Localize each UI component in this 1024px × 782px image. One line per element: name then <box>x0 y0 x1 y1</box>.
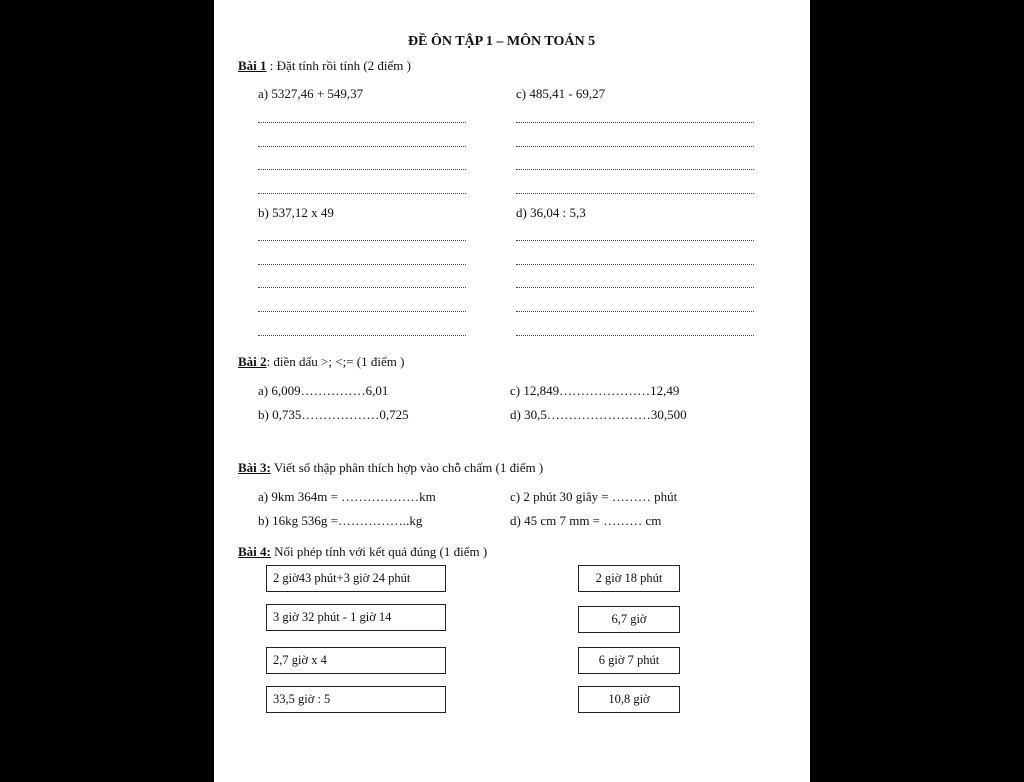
answer-line[interactable] <box>516 335 754 336</box>
expression-box[interactable]: 2 giờ43 phút+3 giờ 24 phút <box>266 565 446 592</box>
result-box[interactable]: 2 giờ 18 phút <box>578 565 680 592</box>
worksheet-page <box>214 0 810 782</box>
answer-line[interactable] <box>258 335 466 336</box>
bai3-label: Bài 3: <box>238 460 271 475</box>
bai4-label: Bài 4: <box>238 544 271 559</box>
answer-line[interactable] <box>258 122 466 123</box>
bai1-heading <box>238 58 411 74</box>
answer-line[interactable] <box>516 122 754 123</box>
bai2-text: : điền dấu >; <;= (1 điểm ) <box>266 354 405 369</box>
result-box[interactable]: 6 giờ 7 phút <box>578 647 680 674</box>
answer-line[interactable] <box>258 193 466 194</box>
bai2-item-b: b) 0,735………………0,725 <box>258 407 409 422</box>
answer-line[interactable] <box>516 287 754 288</box>
bai1-item-d: d) 36,04 : 5,3 <box>516 205 586 220</box>
answer-line[interactable] <box>258 311 466 312</box>
bai3-item-a: a) 9km 364m = ………………km <box>258 489 436 504</box>
expression-box[interactable]: 2,7 giờ x 4 <box>266 647 446 674</box>
answer-line[interactable] <box>516 146 754 147</box>
bai4-text: Nối phép tính với kết quả đúng (1 điểm ) <box>270 544 488 559</box>
bai2-item-c: c) 12,849…………………12,49 <box>510 383 680 398</box>
answer-line[interactable] <box>258 146 466 147</box>
answer-line[interactable] <box>258 169 466 170</box>
answer-line[interactable] <box>258 287 466 288</box>
bai3-item-b: b) 16kg 536g =……………..kg <box>258 513 423 528</box>
answer-line[interactable] <box>516 193 754 194</box>
bai2-item-a: a) 6,009……………6,01 <box>258 383 389 398</box>
bai3-heading <box>238 460 543 476</box>
bai2-label: Bài 2 <box>238 354 267 369</box>
answer-line[interactable] <box>516 264 754 265</box>
result-box[interactable]: 10,8 giờ <box>578 686 680 713</box>
bai3-text: Viết số thập phân thích hợp vào chỗ chấm (1 điểm ) <box>270 460 544 475</box>
bai1-item-c: c) 485,41 - 69,27 <box>516 86 606 101</box>
bai1-label: Bài 1 <box>238 58 267 73</box>
answer-line[interactable] <box>516 240 754 241</box>
bai1-item-b: b) 537,12 x 49 <box>258 205 334 220</box>
bai2-heading <box>238 354 404 370</box>
bai4-heading <box>238 544 487 560</box>
bai3-item-d: d) 45 cm 7 mm = ……… cm <box>510 513 662 528</box>
expression-box[interactable]: 33,5 giờ : 5 <box>266 686 446 713</box>
answer-line[interactable] <box>258 240 466 241</box>
answer-line[interactable] <box>516 311 754 312</box>
bai3-item-c: c) 2 phút 30 giây = ……… phút <box>510 489 678 504</box>
bai2-item-d: d) 30,5……………………30,500 <box>510 407 687 422</box>
answer-line[interactable] <box>258 264 466 265</box>
result-box[interactable]: 6,7 giờ <box>578 606 680 633</box>
expression-box[interactable]: 3 giờ 32 phút - 1 giờ 14 <box>266 604 446 631</box>
bai1-text: : Đặt tính rồi tính (2 điểm ) <box>266 58 411 73</box>
page-title: ĐỀ ÔN TẬP 1 – MÔN TOÁN 5 <box>408 34 596 49</box>
bai1-item-a: a) 5327,46 + 549,37 <box>258 86 364 101</box>
answer-line[interactable] <box>516 169 754 170</box>
